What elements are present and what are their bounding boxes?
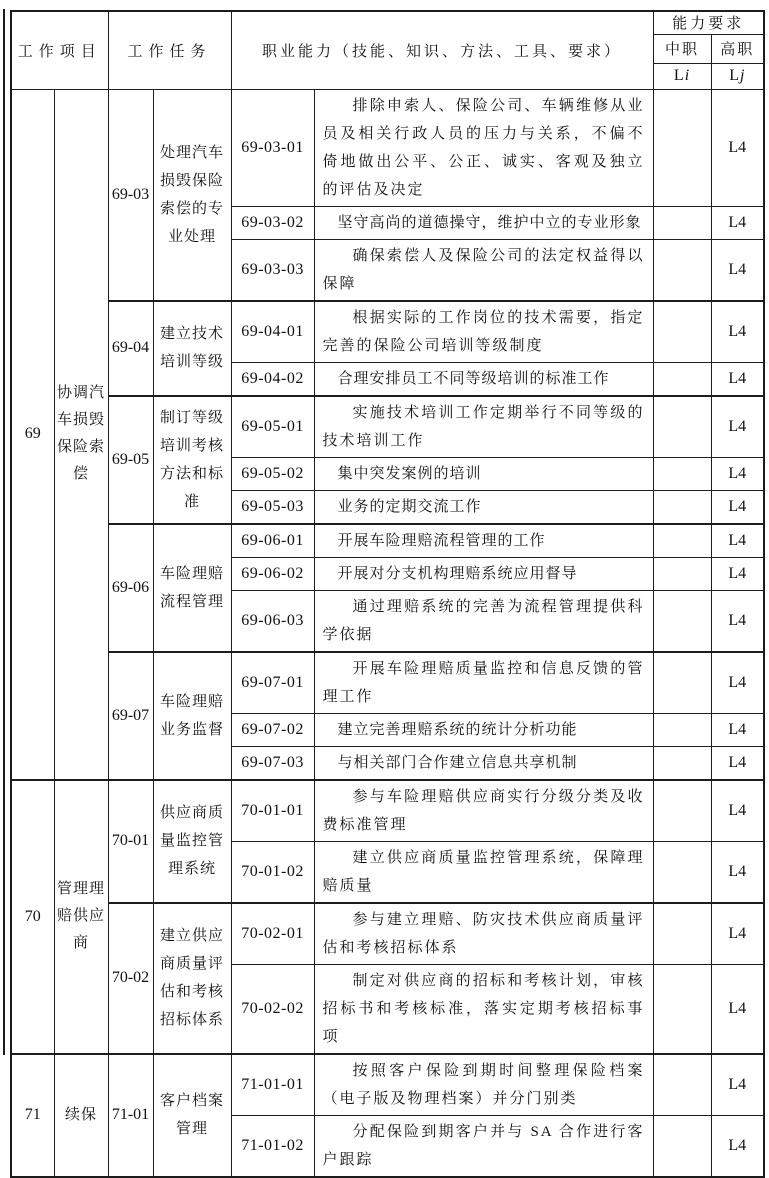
mid-level-cell (653, 652, 711, 714)
ability-code-cell: 69-07-02 (231, 713, 314, 746)
task-name-cell: 客户档案管理 (153, 1054, 231, 1177)
high-level-cell: L4 (711, 362, 764, 396)
task-name-cell: 供应商质量监控管理系统 (153, 780, 231, 903)
project-name-cell: 管理理赔供应商 (54, 780, 108, 1054)
task-id-cell: 69-07 (108, 652, 153, 780)
ability-desc-cell: 建立完善理赔系统的统计分析功能 (314, 713, 653, 746)
ability-desc-cell: 分配保险到期客户并与 SA 合作进行客户跟踪 (314, 1115, 653, 1177)
ability-code-cell: 69-05-01 (231, 396, 314, 458)
mid-level-cell (653, 457, 711, 490)
ability-row (11, 301, 764, 363)
ability-desc-cell: 排除申索人、保险公司、车辆维修从业员及相关行政人员的压力与关系，不偏不倚地做出公平、公正、诚实、客观及独立的评估及决定 (314, 89, 653, 206)
ability-code-cell: 69-03-01 (231, 89, 314, 206)
mid-level-cell (653, 89, 711, 206)
level-high-prefix: L (729, 67, 740, 84)
mid-level-cell (653, 1115, 711, 1177)
ability-code-cell: 71-01-02 (231, 1115, 314, 1177)
occupational-ability-table (10, 10, 765, 1178)
ability-code-cell: 70-01-01 (231, 780, 314, 842)
mid-level-cell (653, 746, 711, 780)
high-level-cell: L4 (711, 713, 764, 746)
ability-code-cell: 70-01-02 (231, 841, 314, 903)
ability-desc-cell: 与相关部门合作建立信息共享机制 (314, 746, 653, 780)
ability-desc-cell: 建立供应商质量监控管理系统，保障理赔质量 (314, 841, 653, 903)
mid-level-cell (653, 206, 711, 239)
ability-code-cell: 69-06-02 (231, 557, 314, 590)
ability-desc-cell: 集中突发案例的培训 (314, 457, 653, 490)
high-level-cell: L4 (711, 396, 764, 458)
mid-level-cell (653, 780, 711, 842)
mid-level-cell (653, 590, 711, 652)
ability-row (11, 89, 764, 206)
high-level-cell: L4 (711, 557, 764, 590)
high-level-cell: L4 (711, 301, 764, 363)
ability-code-cell: 71-01-01 (231, 1054, 314, 1116)
high-level-cell: L4 (711, 590, 764, 652)
ability-code-cell: 69-03-02 (231, 206, 314, 239)
header-level-high (711, 63, 764, 89)
high-level-cell: L4 (711, 964, 764, 1054)
header-ability-requirement: 能力要求 (653, 11, 764, 34)
header-level-mid (653, 63, 711, 89)
ability-code-cell: 69-06-03 (231, 590, 314, 652)
mid-level-cell (653, 557, 711, 590)
mid-level-cell (653, 1054, 711, 1116)
high-level-cell: L4 (711, 780, 764, 842)
level-mid-sub: i (684, 67, 691, 84)
task-name-cell: 建立技术培训等级 (153, 301, 231, 396)
ability-code-cell: 69-03-03 (231, 239, 314, 301)
task-name-cell: 制订等级培训考核方法和标准 (153, 396, 231, 524)
ability-code-cell: 69-07-01 (231, 652, 314, 714)
task-name-cell: 建立供应商质量评估和考核招标体系 (153, 903, 231, 1054)
task-name-cell: 处理汽车损毁保险索偿的专业处理 (153, 89, 231, 301)
level-high-sub: j (739, 67, 746, 84)
high-level-cell: L4 (711, 524, 764, 558)
mid-level-cell (653, 964, 711, 1054)
ability-desc-cell: 确保索偿人及保险公司的法定权益得以保障 (314, 239, 653, 301)
ability-code-cell: 70-02-02 (231, 964, 314, 1054)
high-level-cell: L4 (711, 457, 764, 490)
header-work-project: 工作项目 (11, 11, 108, 89)
task-id-cell: 71-01 (108, 1054, 153, 1177)
ability-desc-cell: 合理安排员工不同等级培训的标准工作 (314, 362, 653, 396)
ability-code-cell: 69-04-01 (231, 301, 314, 363)
ability-desc-cell: 开展车险理赔流程管理的工作 (314, 524, 653, 558)
header-higher-vocational: 高职 (711, 34, 764, 63)
ability-code-cell: 69-05-03 (231, 490, 314, 524)
ability-desc-cell: 通过理赔系统的完善为流程管理提供科学依据 (314, 590, 653, 652)
mid-level-cell (653, 396, 711, 458)
ability-desc-cell: 参与建立理赔、防灾技术供应商质量评估和考核招标体系 (314, 903, 653, 965)
project-id-cell: 71 (11, 1054, 54, 1177)
ability-code-cell: 69-04-02 (231, 362, 314, 396)
ability-desc-cell: 实施技术培训工作定期举行不同等级的技术培训工作 (314, 396, 653, 458)
ability-desc-cell: 按照客户保险到期时间整理保险档案（电子版及物理档案）并分门别类 (314, 1054, 653, 1116)
ability-code-cell: 69-06-01 (231, 524, 314, 558)
mid-level-cell (653, 239, 711, 301)
task-id-cell: 70-01 (108, 780, 153, 903)
ability-row (11, 396, 764, 458)
high-level-cell: L4 (711, 841, 764, 903)
header-work-task: 工作任务 (108, 11, 231, 89)
task-name-cell: 车险理赔流程管理 (153, 524, 231, 652)
mid-level-cell (653, 524, 711, 558)
mid-level-cell (653, 841, 711, 903)
task-id-cell: 70-02 (108, 903, 153, 1054)
task-id-cell: 69-05 (108, 396, 153, 524)
high-level-cell: L4 (711, 239, 764, 301)
high-level-cell: L4 (711, 746, 764, 780)
mid-level-cell (653, 301, 711, 363)
ability-desc-cell: 参与车险理赔供应商实行分级分类及收费标准管理 (314, 780, 653, 842)
high-level-cell: L4 (711, 89, 764, 206)
task-id-cell: 69-04 (108, 301, 153, 396)
project-name-cell: 协调汽车损毁保险索偿 (54, 89, 108, 780)
ability-desc-cell: 开展车险理赔质量监控和信息反馈的管理工作 (314, 652, 653, 714)
ability-desc-cell: 制定对供应商的招标和考核计划，审核招标书和考核标准，落实定期考核招标事项 (314, 964, 653, 1054)
mid-level-cell (653, 903, 711, 965)
ability-desc-cell: 业务的定期交流工作 (314, 490, 653, 524)
task-id-cell: 69-06 (108, 524, 153, 652)
task-id-cell: 69-03 (108, 89, 153, 301)
high-level-cell: L4 (711, 652, 764, 714)
ability-row (11, 780, 764, 842)
project-id-cell: 70 (11, 780, 54, 1054)
ability-code-cell: 70-02-01 (231, 903, 314, 965)
high-level-cell: L4 (711, 206, 764, 239)
level-mid-prefix: L (673, 67, 685, 84)
ability-code-cell: 69-07-03 (231, 746, 314, 780)
ability-code-cell: 69-05-02 (231, 457, 314, 490)
page-edge-line (3, 9, 5, 1055)
high-level-cell: L4 (711, 1054, 764, 1116)
project-id-cell: 69 (11, 89, 54, 780)
ability-row (11, 652, 764, 714)
header-occupational-ability: 职业能力（技能、知识、方法、工具、要求） (231, 11, 653, 89)
ability-desc-cell: 开展对分支机构理赔系统应用督导 (314, 557, 653, 590)
mid-level-cell (653, 713, 711, 746)
mid-level-cell (653, 362, 711, 396)
ability-desc-cell: 根据实际的工作岗位的技术需要，指定完善的保险公司培训等级制度 (314, 301, 653, 363)
ability-row (11, 903, 764, 965)
ability-row (11, 1054, 764, 1116)
ability-desc-cell: 坚守高尚的道德操守，维护中立的专业形象 (314, 206, 653, 239)
project-name-cell: 续保 (54, 1054, 108, 1177)
task-name-cell: 车险理赔业务监督 (153, 652, 231, 780)
header-secondary-vocational: 中职 (653, 34, 711, 63)
high-level-cell: L4 (711, 490, 764, 524)
ability-row (11, 524, 764, 558)
mid-level-cell (653, 490, 711, 524)
high-level-cell: L4 (711, 1115, 764, 1177)
high-level-cell: L4 (711, 903, 764, 965)
